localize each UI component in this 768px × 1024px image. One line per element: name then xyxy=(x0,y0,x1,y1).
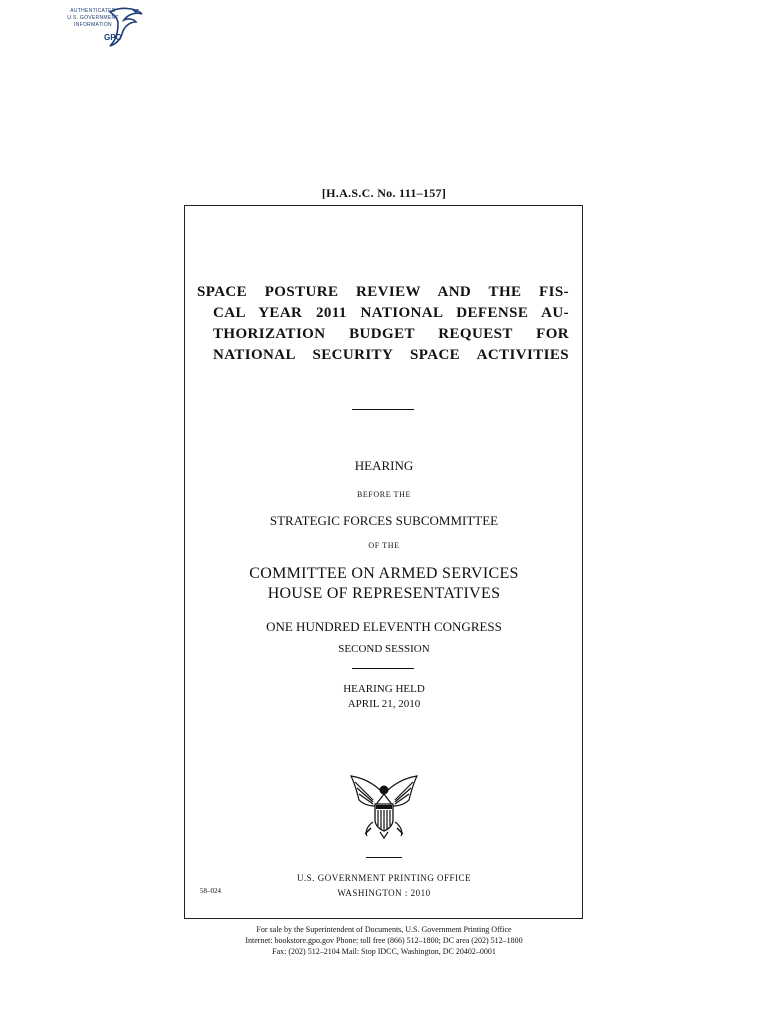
before-the-label: BEFORE THE xyxy=(356,490,412,499)
sale-information-footer xyxy=(0,924,768,957)
footer-line: For sale by the Superintendent of Documents, U.S. Government Printing Office xyxy=(256,925,512,934)
committee-name: COMMITTEE ON ARMED SERVICES xyxy=(249,565,519,582)
title-line: SPACE POSTURE REVIEW AND THE FIS- xyxy=(197,284,569,300)
logo-line-3: INFORMATION xyxy=(74,22,112,28)
footer-line: Internet: bookstore.gpo.gov Phone: toll free (866) 512–1800; DC area (202) 512–1800 xyxy=(245,936,523,945)
divider-rule xyxy=(352,668,414,669)
hearing-held-label: HEARING HELD xyxy=(343,683,425,695)
document-number: 58–024 xyxy=(200,887,221,895)
hearing-date: APRIL 21, 2010 xyxy=(347,698,421,710)
session-label: SECOND SESSION xyxy=(338,643,430,655)
footer-line: Fax: (202) 512–2104 Mail: Stop IDCC, Washington, DC 20402–0001 xyxy=(272,947,496,956)
hearing-label: HEARING xyxy=(354,458,414,473)
hasc-number: [H.A.S.C. No. 111–157] xyxy=(321,186,447,200)
logo-gpo-text: GPO xyxy=(104,33,122,42)
title-line: THORIZATION BUDGET REQUEST FOR xyxy=(213,326,569,342)
hearing-title xyxy=(197,282,569,366)
location-year: WASHINGTON : 2010 xyxy=(337,888,431,898)
congress-label: ONE HUNDRED ELEVENTH CONGRESS xyxy=(266,619,502,634)
logo-line-1: AUTHENTICATED xyxy=(70,8,116,14)
great-seal-eagle-icon xyxy=(347,774,421,840)
logo-line-2: U.S. GOVERNMENT xyxy=(67,15,119,21)
gpo-authenticated-logo xyxy=(62,6,146,48)
title-line: NATIONAL SECURITY SPACE ACTIVITIES xyxy=(213,347,569,363)
eagle-logo-icon xyxy=(106,6,146,48)
divider-rule xyxy=(352,409,414,410)
subcommittee-name: STRATEGIC FORCES SUBCOMMITTEE xyxy=(269,513,499,528)
of-the-label: OF THE xyxy=(368,541,400,550)
house-name: HOUSE OF REPRESENTATIVES xyxy=(267,585,501,602)
printer-label: U.S. GOVERNMENT PRINTING OFFICE xyxy=(296,873,472,883)
title-line: CAL YEAR 2011 NATIONAL DEFENSE AU- xyxy=(213,305,569,321)
divider-rule xyxy=(366,857,402,858)
